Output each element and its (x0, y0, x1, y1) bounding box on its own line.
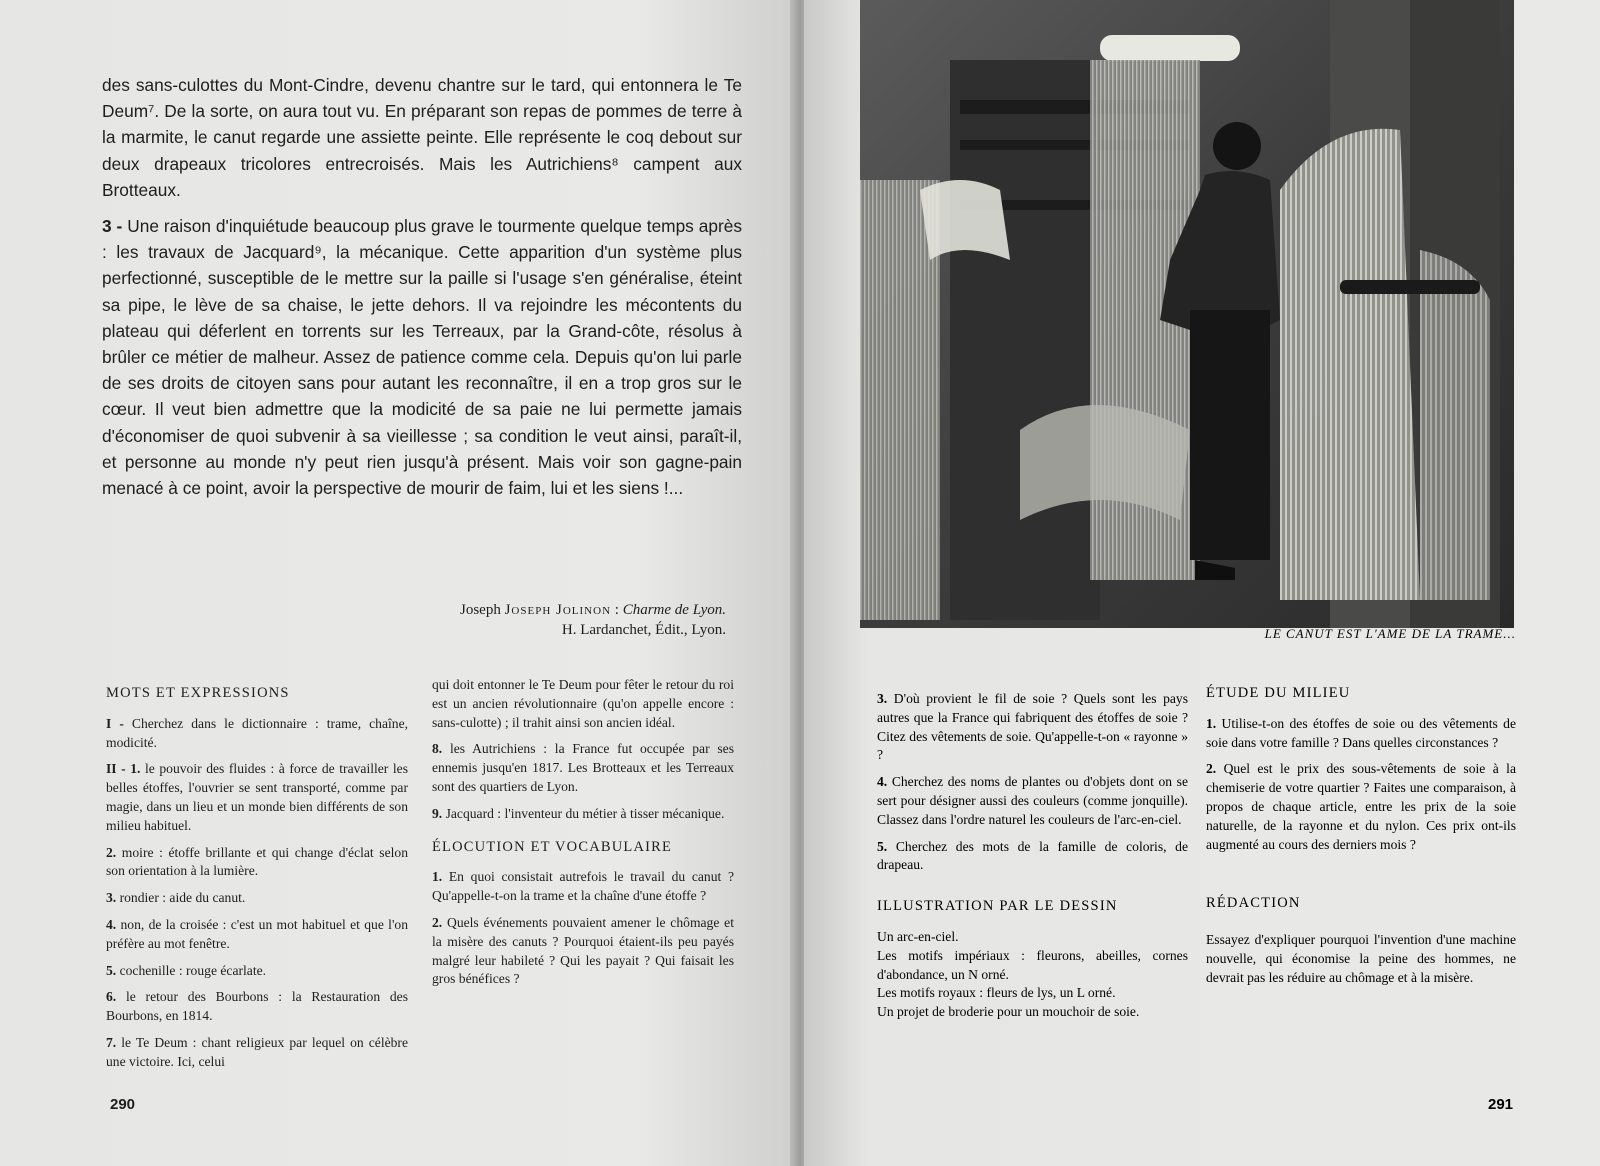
excerpt-paragraph-2-text: Une raison d'inquiétude beaucoup plus grave le tourmente quelque temps après : les travaux de Jacquard⁹, la mécanique. Cette apparition d'un système plus perfectionné, susceptible de le mettre sur la paille si l'usage s'en généralise, éteint sa pipe, le lève de sa chaise, le jette dehors. Il va rejoindre les mécontents du plateau qui déferlent en torrents sur les Terreaux, par la Grand-côte, résolus à brûler ce métier de malheur. Assez de patience comme cela. Depuis qu'on lui parle de ses droits de citoyen sans pour autant les reconnaître, il en a trop gros sur le cœur. Il veut bien admettre que la modicité de sa paie ne lui permette jamais d'économiser de quoi subvenir à sa vieillesse ; sa condition le veut ainsi, paraît-il, et personne au monde n'y peut rien jusqu'à présent. Mais voir son gagne-pain menacé à ce point, avoir la perspective de mourir de faim, lui et les siens !... (102, 216, 742, 499)
illustration-heading: ILLUSTRATION PAR LE DESSIN (877, 898, 1118, 915)
mots-item (106, 760, 408, 835)
elocution-item-text: En quoi consistait autrefois le travail du canut ? Qu'appelle-t-on la trame et la chaîne d'une étoffe ? (432, 869, 734, 904)
etude-item-number: 1. (1206, 715, 1217, 731)
mots-item-number: 2. (106, 844, 117, 860)
mots-item (106, 1034, 408, 1072)
paragraph-number: 3 - (102, 216, 123, 237)
question-item (877, 838, 1188, 876)
question-item-text: Cherchez des mots de la famille de coloris, de drapeau. (877, 838, 1188, 873)
question-item-number: 3. (877, 691, 888, 706)
excerpt-text (102, 72, 742, 511)
elocution-item-number: 1. (432, 869, 443, 885)
mots-item-text: Cherchez dans le dictionnaire : trame, chaîne, modicité. (106, 715, 409, 750)
question-item-text: D'où provient le fil de soie ? Quels sont les pays autres que la France qui fabriquent des étoffes de soie ? Citez des vêtements de soie. Qu'appelle-t-on « rayonne » ? (877, 691, 1188, 763)
redaction-text: Essayez d'expliquer pourquoi l'invention d'une machine nouvelle, qui économise la peine des hommes, ne devrait pas les réduire au chômage et à la misère. (1206, 932, 1516, 985)
illustration-item: Un arc-en-ciel. (877, 928, 959, 944)
elocution-item-number: 2. (432, 914, 443, 930)
mots-item-text: non, de la croisée : c'est un mot habituel et que l'on préfère au mot fenêtre. (106, 916, 408, 951)
page-number-right: 291 (1488, 1096, 1514, 1113)
weaver-photo (860, 0, 1514, 628)
note-item-number: 8. (432, 741, 443, 757)
publisher: H. Lardanchet, Édit., Lyon. (561, 622, 726, 638)
elocution-item-text: Quels événements pouvaient amener le chômage et la misère des canuts ? Pourquoi étaient-ils peu payés malgré leur habileté ? Qui les payait ? Qui faisait les gros bénéfices ? (432, 914, 734, 987)
left-page (0, 0, 796, 1166)
etude-item (1206, 760, 1516, 854)
question-item-text: Cherchez des noms de plantes ou d'objets dont on se sert pour désigner aussi des couleurs (comme jonquille). Classez dans l'ordre naturel les couleurs de l'arc-en-ciel. (877, 774, 1188, 827)
elocution-heading: ÉLOCUTION ET VOCABULAIRE (432, 838, 673, 855)
note-item-number: 9. (432, 805, 443, 821)
author-first: Joseph (460, 602, 505, 618)
etude-item-text: Utilise-t-on des étoffes de soie ou des vêtements de soie dans votre famille ? Dans quelles circonstances ? (1206, 715, 1516, 750)
elocution-list (432, 868, 734, 989)
excerpt-paragraph-1: des sans-culottes du Mont-Cindre, devenu chantre sur le tard, qui entonnera le Te Deum⁷. De la sorte, on aura tout vu. En préparant son repas de pommes de terre à la marmite, le canut regarde une assiette peinte. Elle représente le coq debout sur deux drapeaux tricolores entrecroisés. Mais les Autrichiens⁸ campent aux Brotteaux. (102, 75, 742, 200)
mots-item (106, 962, 408, 981)
right-col-2 (1206, 684, 1516, 996)
illustration-item: Un projet de broderie pour un mouchoir de soie. (877, 1004, 1140, 1020)
elocution-item (432, 868, 734, 906)
illustration-item: Les motifs impériaux : fleurons, abeilles, cornes d'abondance, un N orné. (877, 947, 1188, 982)
etude-list (1206, 715, 1516, 855)
illustration-list (877, 928, 1188, 1022)
mots-column (106, 684, 408, 1080)
mots-item-text: cochenille : rouge écarlate. (116, 962, 267, 978)
mots-item-number: 6. (106, 989, 117, 1005)
question-item (877, 690, 1188, 765)
mots-item-number: 4. (106, 916, 117, 932)
note-item-text: Jacquard : l'inventeur du métier à tisser mécanique. (442, 805, 725, 821)
mots-item-number: 5. (106, 962, 117, 978)
mots-item (106, 889, 408, 908)
author-name: Joseph Jolinon (504, 602, 612, 618)
mots-item (106, 988, 408, 1026)
notes-list (432, 740, 734, 823)
loom-illustration (860, 0, 1514, 628)
etude-item (1206, 715, 1516, 753)
right-col-1 (877, 690, 1188, 1022)
note-item (432, 805, 734, 824)
question-item (877, 773, 1188, 829)
page-number-left: 290 (110, 1096, 136, 1113)
etude-item-number: 2. (1206, 761, 1217, 777)
mots-item (106, 916, 408, 954)
mots-item-number: 3. (106, 890, 117, 906)
note-7-continuation: qui doit entonner le Te Deum pour fêter le retour du roi est un ancien révolutionnaire (qu'on appelle encore : sans-culotte) ; il trahit ainsi son ancien idéal. (432, 677, 734, 730)
mots-heading: MOTS ET EXPRESSIONS (106, 685, 290, 701)
mots-item (106, 844, 408, 882)
book-title: Charme de Lyon. (622, 602, 726, 618)
mots-item (106, 715, 408, 753)
mots-item-text: le pouvoir des fluides : à force de travailler les belles étoffes, l'ouvrier se sent transporté, comme par magie, dans un lieu et un monde bien différents de son milieu habituel. (106, 761, 408, 833)
mots-list (106, 715, 408, 1072)
mots-item-text: moire : étoffe brillante et qui change d'éclat selon son orientation à la lumière. (106, 844, 408, 879)
photo-caption: LE CANUT EST L'AME DE LA TRAME... (1264, 626, 1516, 641)
mots-item-text: rondier : aide du canut. (116, 890, 246, 906)
questions-list (877, 690, 1188, 875)
illustration-item: Les motifs royaux : fleurs de lys, un L orné. (877, 985, 1116, 1001)
elocution-item (432, 914, 734, 989)
excerpt-paragraph-2 (102, 213, 742, 501)
mots-item-text: le retour des Bourbons : la Restauration des Bourbons, en 1814. (106, 989, 408, 1024)
mots-item-text: le Te Deum : chant religieux par lequel on célèbre une victoire. Ici, celui (106, 1034, 408, 1069)
note-item-text: les Autrichiens : la France fut occupée par ses ennemis jusqu'en 1817. Les Brotteaux et les Terreaux sont des quartiers de Lyon. (432, 741, 734, 794)
mots-item-number: 7. (106, 1034, 117, 1050)
question-item-number: 5. (877, 838, 888, 854)
notes-column (432, 676, 734, 997)
etude-item-text: Quel est le prix des sous-vêtements de soie à la chemiserie de votre quartier ? Faites une comparaison, à propos de chaque article, entre les prix de la soie naturelle, de la rayonne et du nylon. Ces prix ont-ils augmenté au cours des derniers mois ? (1206, 761, 1516, 852)
question-item-number: 4. (877, 774, 888, 790)
redaction-heading: RÉDACTION (1206, 895, 1301, 912)
attribution: Joseph Joseph Jolinon : Charme de Lyon. H. Lardanchet, Édit., Lyon. (306, 600, 726, 640)
etude-heading: ÉTUDE DU MILIEU (1206, 685, 1351, 701)
note-item (432, 740, 734, 796)
mots-item-number: I - (106, 715, 124, 731)
mots-item-number: II - 1. (106, 761, 141, 777)
